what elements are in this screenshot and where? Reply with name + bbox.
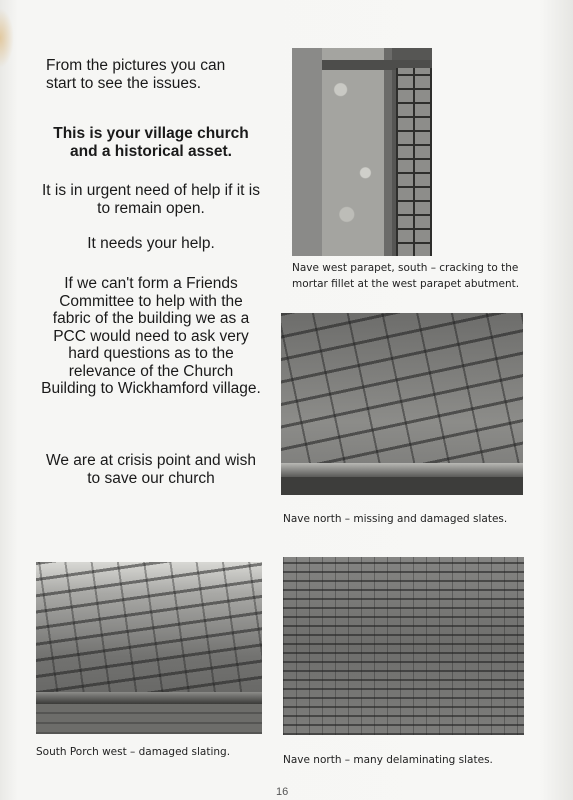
wall <box>281 477 523 495</box>
caption-nave-north-slates: Nave north – missing and damaged slates. <box>283 513 508 525</box>
urgent-text: It is in urgent need of help if it is to remain open. <box>42 182 260 217</box>
paper-stain <box>0 8 14 68</box>
parapet-stonework <box>396 68 432 256</box>
friends-committee-text: If we can't form a Friends Committee to help with the fabric of the building we as a PCC would need to ask very hard questions as to the relevance of the Church Building to Wickhamford village. <box>41 275 261 397</box>
crisis-text: We are at crisis point and wish to save our church <box>46 452 256 487</box>
caption-nave-north-delaminating: Nave north – many delaminating slates. <box>283 754 493 766</box>
wall <box>36 704 262 734</box>
photo-nave-north-delaminating <box>283 557 524 735</box>
parapet-coping <box>322 48 384 256</box>
gutter <box>281 463 523 477</box>
gutter <box>36 692 262 704</box>
page-number: 16 <box>276 786 289 798</box>
intro-text: From the pictures you can start to see the issues. <box>46 57 226 92</box>
bold-statement: This is your village church and a historical asset. <box>53 125 249 160</box>
needs-help-text: It needs your help. <box>87 235 215 252</box>
photo-south-porch-west <box>36 562 262 734</box>
caption-south-porch-west: South Porch west – damaged slating. <box>36 746 231 758</box>
photo-nave-west-parapet <box>292 48 432 256</box>
caption-nave-west-parapet: Nave west parapet, south – cracking to the mortar fillet at the west parapet abutment. <box>292 262 520 290</box>
photo-nave-north-slates <box>281 313 523 495</box>
